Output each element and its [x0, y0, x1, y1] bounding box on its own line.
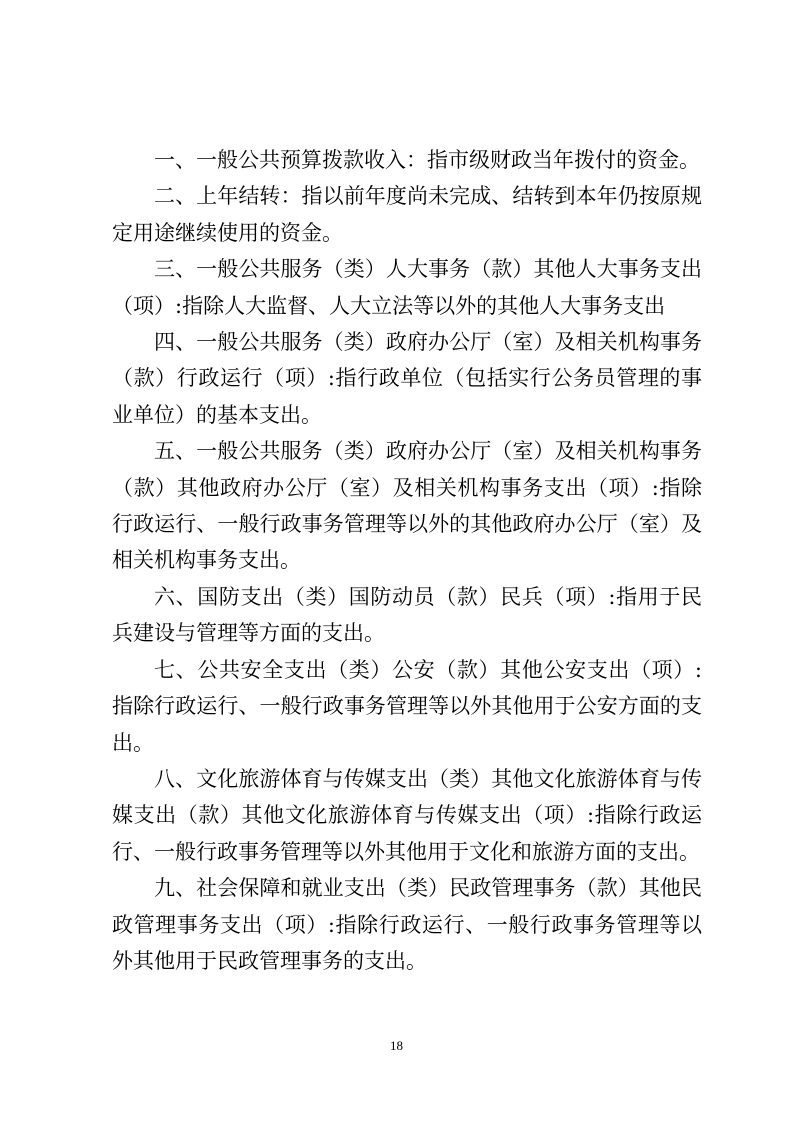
- paragraph-7: 七、公共安全支出（类）公安（款）其他公安支出（项）:指除行政运行、一般行政事务管理等以外其他用于公安方面的支出。: [112, 657, 702, 755]
- paragraph-6: 六、国防支出（类）国防动员（款）民兵（项）:指用于民兵建设与管理等方面的支出。: [112, 584, 702, 646]
- paragraph-2: 二、上年结转：指以前年度尚未完成、结转到本年仍按原规定用途继续使用的资金。: [112, 184, 702, 245]
- paragraph-8: 八、文化旅游体育与传媒支出（类）其他文化旅游体育与传媒支出（款）其他文化旅游体育与传媒支出（项）:指除行政运行、一般行政事务管理等以外其他用于文化和旅游方面的支出。: [112, 766, 702, 864]
- paragraph-5: 五、一般公共服务（类）政府办公厅（室）及相关机构事务（款）其他政府办公厅（室）及相关机构事务支出（项）:指除行政运行、一般行政事务管理等以外的其他政府办公厅（室）及相关机构事务支出。: [112, 439, 702, 573]
- paragraph-4: 四、一般公共服务（类）政府办公厅（室）及相关机构事务（款）行政运行（项）:指行政单位（包括实行公务员管理的事业单位）的基本支出。: [112, 330, 702, 427]
- page-number: 18: [390, 1038, 403, 1053]
- document-body: [112, 142, 702, 979]
- paragraph-3: 三、一般公共服务（类）人大事务（款）其他人大事务支出（项）:指除人大监督、人大立法等以外的其他人大事务支出: [112, 257, 702, 318]
- paragraph-1: 一、一般公共预算拨款收入：指市级财政当年拨付的资金。: [154, 148, 700, 172]
- paragraph-9: 九、社会保障和就业支出（类）民政管理事务（款）其他民政管理事务支出（项）:指除行政运行、一般行政事务管理等以外其他用于民政管理事务的支出。: [112, 876, 702, 973]
